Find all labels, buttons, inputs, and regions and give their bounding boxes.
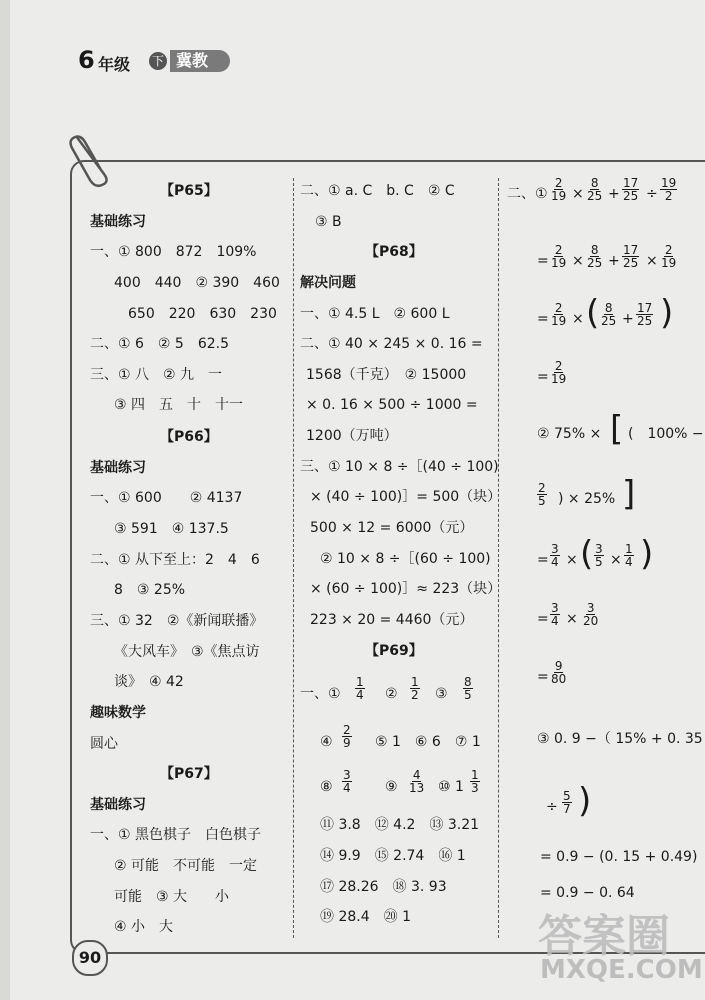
fraction: $\frac{1}{4}$ <box>625 542 633 569</box>
fraction: $\frac{3}{4}$ <box>343 768 351 795</box>
answer-label: 二、① <box>507 186 548 202</box>
fraction: $\frac{3}{4}$ <box>551 542 559 569</box>
fraction: $\frac{2}{19}$ <box>661 243 677 270</box>
watermark-url: MXQE.COM <box>540 955 703 985</box>
column-divider-2 <box>498 178 499 938</box>
heading-basic-practice: 基础练习 <box>90 460 146 476</box>
section-p66: 【P66】 <box>160 429 218 445</box>
heading-basic-practice: 基础练习 <box>90 214 146 230</box>
answer-line: ② 可能 不可能 一定 <box>114 858 258 874</box>
answer-line: = 0.9 − (0. 15 + 0.49) <box>540 849 698 865</box>
answer-line: ③ 591 ④ 137.5 <box>114 521 229 537</box>
answer-line: 《大风车》 ③《焦点访 <box>114 644 260 660</box>
math-operator: ÷ <box>546 799 558 815</box>
answer-line: 500 × 12 = 6000（元） <box>310 520 474 536</box>
answer-line: ③ 四 五 十 十一 <box>114 397 244 413</box>
fraction: $\frac{2}{19}$ <box>551 301 567 328</box>
answer-line: = 0.9 − 0. 64 <box>540 885 635 901</box>
math-operator: × <box>572 186 584 202</box>
heading-basic-practice: 基础练习 <box>90 797 146 813</box>
math-operator: + <box>608 186 620 202</box>
bracket-open: [ <box>610 409 624 449</box>
fraction: $\frac{2}{9}$ <box>343 723 351 750</box>
answer-label: 一、① <box>300 686 341 702</box>
answer-line: × (60 ÷ 100)］≈ 223（块） <box>310 581 502 597</box>
answer-line: 三、① 八 ② 九 一 <box>90 367 223 383</box>
paren-open: ( <box>586 293 600 333</box>
paperclip-icon <box>66 128 116 188</box>
answer-line: ) × 25% <box>558 491 616 507</box>
section-p67: 【P67】 <box>160 766 218 782</box>
answer-line: 400 440 ② 390 460 <box>114 275 280 291</box>
fraction: $\frac{8}{5}$ <box>464 675 472 702</box>
fraction: $\frac{2}{19}$ <box>551 176 567 203</box>
answer-line: 二、① 40 × 245 × 0. 16 = <box>300 336 483 352</box>
answer-line: ⑤ 1 ⑥ 6 ⑦ 1 <box>375 734 481 750</box>
answer-label: ⑩ 1 <box>438 779 464 795</box>
answer-line: 三、① 32 ②《新闻联播》 <box>90 613 264 629</box>
column-divider-1 <box>293 178 294 938</box>
fraction: $\frac{1}{3}$ <box>471 768 479 795</box>
answer-line: 一、① 600 ② 4137 <box>90 490 243 506</box>
fraction: $\frac{2}{19}$ <box>551 243 567 270</box>
answer-line: 三、① 10 × 8 ÷［(40 ÷ 100) <box>300 459 499 475</box>
answer-line: 一、① 4.5 L ② 600 L <box>300 306 450 322</box>
math-operator: × <box>610 552 622 568</box>
fraction: $\frac{17}{25}$ <box>623 176 639 203</box>
paren-open: ( <box>580 534 594 574</box>
fraction: $\frac{3}{20}$ <box>583 601 599 628</box>
heading-problem-solving: 解决问题 <box>300 275 356 291</box>
fraction: $\frac{2}{5}$ <box>538 481 546 508</box>
math-operator: = <box>537 611 549 627</box>
grade-number: 6 <box>78 46 95 74</box>
fraction: $\frac{1}{4}$ <box>356 675 364 702</box>
watermark-logo: 答案圈 <box>538 911 670 962</box>
answer-line: ③ 0. 9 −（ 15% + 0. 35 <box>537 731 703 747</box>
paren-close: ) <box>640 534 654 574</box>
answer-line: 1568（千克） ② 15000 <box>306 367 467 383</box>
fraction: $\frac{8}{25}$ <box>601 301 617 328</box>
fraction: $\frac{17}{25}$ <box>637 301 653 328</box>
fraction: $\frac{1}{2}$ <box>411 675 419 702</box>
fraction: $\frac{9}{80}$ <box>551 659 567 686</box>
page-number: 90 <box>72 940 108 976</box>
math-operator: = <box>537 552 549 568</box>
answer-line: ④ 小 大 <box>114 919 174 935</box>
fraction: $\frac{3}{5}$ <box>595 542 603 569</box>
bracket-close: ] <box>622 474 636 514</box>
answer-line: 一、① 800 872 109% <box>90 244 257 260</box>
math-operator: = <box>537 311 549 327</box>
answer-line: ⑲ 28.4 ⑳ 1 <box>320 909 411 925</box>
answer-line: 一、① 黑色棋子 白色棋子 <box>90 827 262 843</box>
math-operator: + <box>608 253 620 269</box>
answer-line: × 0. 16 × 500 ÷ 1000 = <box>306 397 478 413</box>
answer-line: 8 ③ 25% <box>114 582 186 598</box>
math-operator: + <box>622 311 634 327</box>
math-operator: × <box>566 611 578 627</box>
fraction: $\frac{2}{19}$ <box>551 359 567 386</box>
scanned-page <box>10 0 705 1000</box>
fraction: $\frac{8}{25}$ <box>587 176 603 203</box>
answer-line: 223 × 20 = 4460（元） <box>310 612 474 628</box>
answer-line: 圆心 <box>90 736 118 752</box>
math-operator: × <box>572 311 584 327</box>
edition-label: 冀教 <box>170 50 230 72</box>
answer-label: ④ <box>320 734 333 750</box>
answer-line: 1200（万吨） <box>306 428 398 444</box>
section-p69: 【P69】 <box>365 643 423 659</box>
answer-line: 可能 ③ 大 小 <box>114 889 230 905</box>
answer-label: ② <box>385 686 398 702</box>
paren-close: ) <box>660 293 674 333</box>
math-operator: = <box>537 669 549 685</box>
answer-line: × (40 ÷ 100)］= 500（块） <box>310 489 502 505</box>
fraction: $\frac{5}{7}$ <box>563 789 571 816</box>
fraction: $\frac{4}{13}$ <box>409 768 425 795</box>
answer-line: 650 220 630 230 <box>128 306 277 322</box>
answer-line: ⑰ 28.26 ⑱ 3. 93 <box>320 879 447 895</box>
fraction: $\frac{19}{2}$ <box>661 176 677 203</box>
section-p68: 【P68】 <box>365 244 423 260</box>
answer-label: ③ <box>435 686 448 702</box>
math-operator: × <box>572 253 584 269</box>
answer-line: ⑭ 9.9 ⑮ 2.74 ⑯ 1 <box>320 848 466 864</box>
math-operator: × <box>646 253 658 269</box>
answer-line: ③ B <box>315 214 342 230</box>
section-p65: 【P65】 <box>160 183 218 199</box>
fraction: $\frac{8}{25}$ <box>587 243 603 270</box>
fraction: $\frac{3}{4}$ <box>551 601 559 628</box>
math-operator: × <box>566 552 578 568</box>
answer-line: ( 100% − <box>628 426 704 442</box>
answer-line: 谈》 ④ 42 <box>114 674 184 690</box>
fraction: $\frac{17}{25}$ <box>623 243 639 270</box>
answer-line: 二、① 6 ② 5 62.5 <box>90 336 229 352</box>
math-operator: = <box>537 369 549 385</box>
answer-line: ② 75% × <box>537 426 602 442</box>
volume-badge: 下 <box>149 52 167 70</box>
answer-line: ② 10 × 8 ÷［(60 ÷ 100) <box>320 551 491 567</box>
answer-line: ⑪ 3.8 ⑫ 4.2 ⑬ 3.21 <box>320 817 480 833</box>
paren-close: ) <box>578 781 592 821</box>
answer-line: 二、① a. C b. C ② C <box>300 183 455 199</box>
math-operator: ÷ <box>646 186 658 202</box>
math-operator: = <box>537 253 549 269</box>
answer-label: ⑧ <box>320 779 333 795</box>
heading-fun-math: 趣味数学 <box>90 705 146 721</box>
grade-label: 年级 <box>98 55 131 74</box>
answer-label: ⑨ <box>385 779 398 795</box>
answer-line: 二、① 从下至上：2 4 6 <box>90 552 260 568</box>
